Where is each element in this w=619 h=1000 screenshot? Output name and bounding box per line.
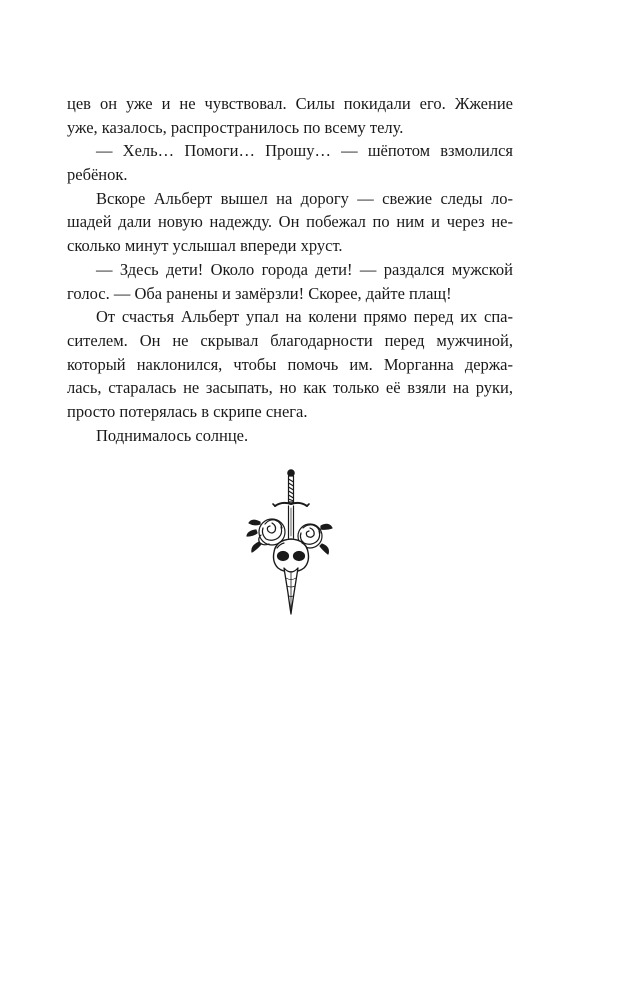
page-text <box>67 92 513 447</box>
text-line: От счастья Альберт упал на колени прямо перед их спа- <box>96 307 513 327</box>
text-line: Поднималось солнце. <box>96 425 249 445</box>
text-line: цев он уже и не чувствовал. Силы покидали его. Жжение <box>67 94 513 113</box>
text-line: уже, казалось, распространилось по всему телу. <box>67 117 404 137</box>
text-line: сителем. Он не скрывал благодарности перед мужчиной, <box>67 330 513 350</box>
text-line: просто потерялась в скрипе снега. <box>67 401 308 421</box>
paragraph-3 <box>67 187 513 258</box>
paragraph-1 <box>67 92 513 139</box>
text-line: лась, старалась не засыпать, но как только её взяли на руки, <box>67 378 513 398</box>
sword-skull-roses-icon <box>244 468 334 618</box>
paragraph-6 <box>67 424 513 448</box>
text-line: сколько минут услышал впереди хруст. <box>67 236 343 256</box>
paragraph-5 <box>67 305 513 423</box>
paragraph-4 <box>67 258 513 305</box>
text-line: — Хель… Помоги… Прошу… — шёпотом взмолился <box>96 141 513 161</box>
text-line: Вскоре Альберт вышел на дорогу — свежие следы ло- <box>96 188 513 208</box>
paragraph-2 <box>67 139 513 186</box>
text-line: шадей дали новую надежду. Он побежал по ним и через не- <box>67 212 513 232</box>
text-line: голос. — Оба ранены и замёрзли! Скорее, дайте плащ! <box>67 283 452 303</box>
text-line: ребёнок. <box>67 165 128 185</box>
text-line: который наклонился, чтобы помочь им. Морганна держа- <box>67 354 513 374</box>
text-line: — Здесь дети! Около города дети! — раздался мужской <box>96 259 513 279</box>
